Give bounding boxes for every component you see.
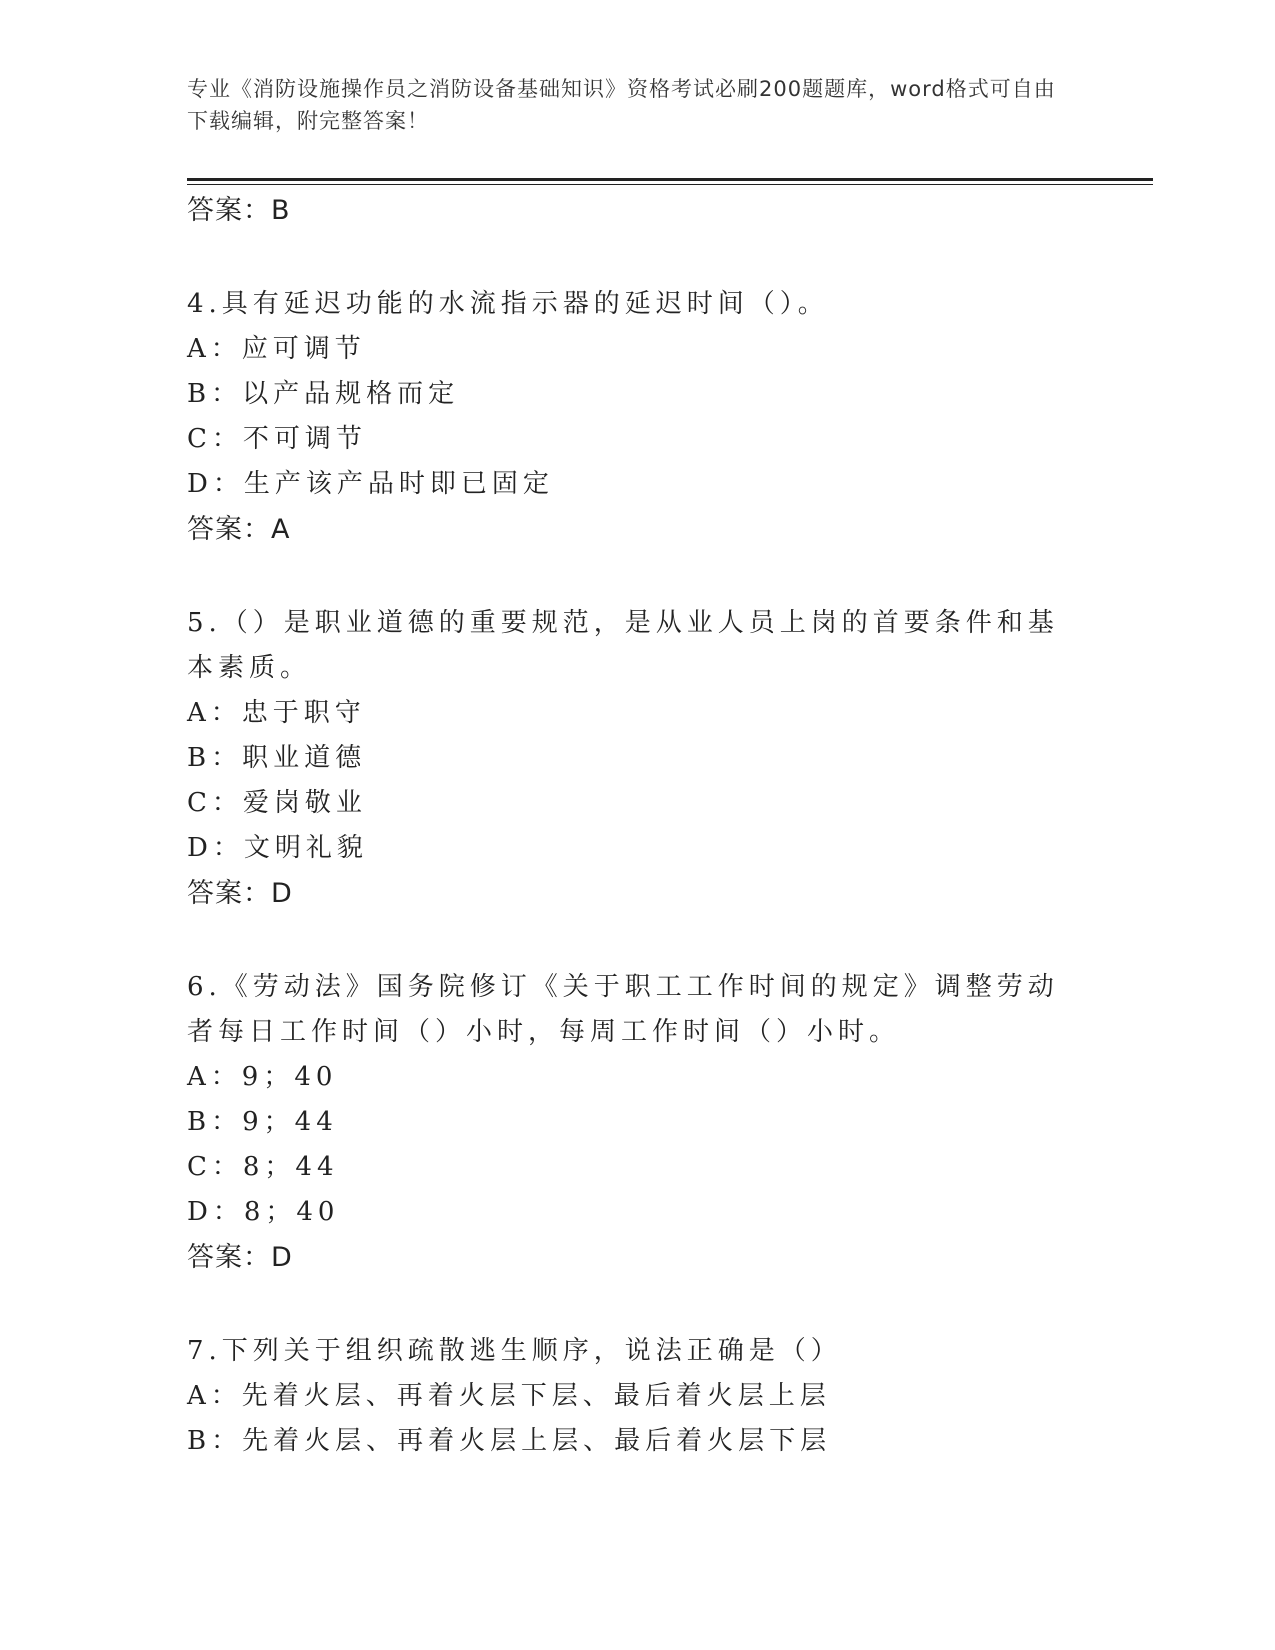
option-6c: C：8；44 xyxy=(187,1152,339,1182)
option-6a: A：9；40 xyxy=(187,1062,338,1092)
option-5a: A：忠于职守 xyxy=(187,698,366,728)
option-4a: A：应可调节 xyxy=(187,334,366,364)
option-7b: B：先着火层、再着火层上层、最后着火层下层 xyxy=(187,1426,832,1456)
option-6d: D：8；40 xyxy=(187,1197,340,1227)
question-list xyxy=(187,188,1087,1464)
question-stem-5: 5.（）是职业道德的重要规范，是从业人员上岗的首要条件和基本素质。 xyxy=(187,608,1059,683)
document-header: 专业《消防设施操作员之消防设备基础知识》资格考试必刷200题题库，word格式可自由下载编辑，附完整答案！ xyxy=(187,77,1056,133)
question-stem-6: 6.《劳动法》国务院修订《关于职工工作时间的规定》调整劳动者每日工作时间（）小时，每周工作时间（）小时。 xyxy=(187,972,1059,1047)
answer-q3: 答案：B xyxy=(187,195,291,226)
answer-q5: 答案：D xyxy=(187,878,293,909)
answer-q4: 答案：A xyxy=(187,514,291,545)
option-5d: D：文明礼貌 xyxy=(187,833,368,863)
question-stem-4: 4.具有延迟功能的水流指示器的延迟时间（）。 xyxy=(187,289,829,319)
answer-q6: 答案：D xyxy=(187,1242,293,1273)
header-divider-thin xyxy=(187,184,1153,185)
option-5c: C：爱岗敬业 xyxy=(187,788,367,818)
option-6b: B：9；44 xyxy=(187,1107,338,1137)
option-4c: C：不可调节 xyxy=(187,424,367,454)
header-divider-thick xyxy=(187,178,1153,181)
option-4d: D：生产该产品时即已固定 xyxy=(187,469,554,499)
option-4b: B：以产品规格而定 xyxy=(187,379,460,409)
option-7a: A：先着火层、再着火层下层、最后着火层上层 xyxy=(187,1381,831,1411)
option-5b: B：职业道德 xyxy=(187,743,367,773)
question-stem-7: 7.下列关于组织疏散逃生顺序，说法正确是（） xyxy=(187,1336,842,1366)
